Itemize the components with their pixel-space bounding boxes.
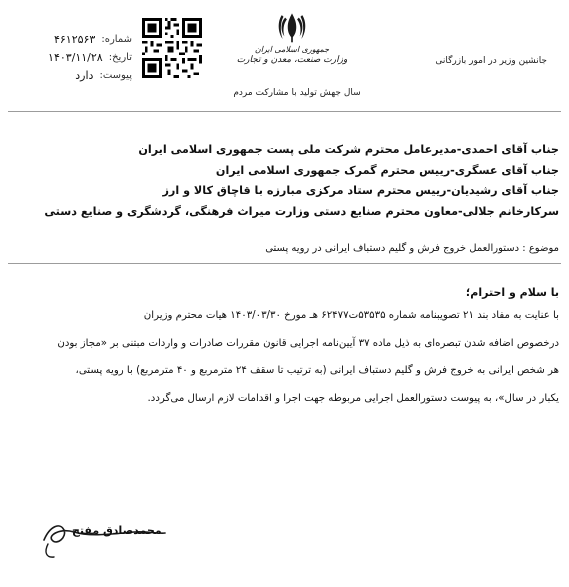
recipient-line: جناب آقای رشیدیان-رییس محترم ستاد مرکزی مبارزه با قاچاق کالا و ارز bbox=[162, 184, 559, 197]
letter-metadata bbox=[12, 30, 132, 84]
subject-line bbox=[265, 243, 559, 254]
letter-date-row bbox=[12, 48, 132, 66]
iran-emblem-icon bbox=[275, 10, 309, 44]
letter-number-label: شماره: bbox=[101, 33, 132, 45]
deputy-title: جانشین وزیر در امور بازرگانی bbox=[435, 56, 547, 66]
body-line: یکبار در سال»، به پیوست دستورالعمل اجرایی مربوطه جهت اجرا و اقدامات لازم ارسال می‌گردد. bbox=[147, 392, 559, 404]
letter-attachment-value: دارد bbox=[75, 68, 94, 82]
body-line: درخصوص اضافه شدن تبصره‌ای به ذیل ماده ۳۷ آیین‌نامه اجرایی قانون مقررات صادرات و واردات مبتنی بر «مجاز بودن bbox=[57, 337, 559, 349]
year-slogan: سال جهش تولید با مشارکت مردم bbox=[233, 88, 361, 98]
handwritten-signature bbox=[30, 510, 180, 570]
letter-body bbox=[14, 302, 559, 412]
letter-attachment-label: پیوست: bbox=[99, 69, 132, 81]
letter-number-value: ۴۶۱۲۵۶۳ bbox=[53, 32, 96, 46]
subject-label: موضوع : bbox=[522, 243, 559, 254]
letter-date-value: ۱۴۰۳/۱۱/۲۸ bbox=[48, 50, 103, 64]
body-line: هر شخص ایرانی به خروج فرش و گلیم دستباف ایرانی (به ترتیب تا سقف ۲۴ مترمربع و ۴۰ مترمربع) با رویه پستی، bbox=[75, 365, 559, 376]
letter-date-label: تاریخ: bbox=[108, 51, 132, 63]
body-line: با عنایت به مفاد بند ۲۱ تصویبنامه شماره ۵۳۵۳۵ت۶۲۴۷۷ هـ مورخ ۱۴۰۳/۰۳/۳۰ هیات محترم وزیران bbox=[143, 310, 559, 321]
ministry-name: وزارت صنعت، معدن و تجارت bbox=[236, 55, 348, 65]
recipients-list bbox=[9, 140, 559, 222]
subject-divider bbox=[8, 263, 561, 264]
recipient-line: جناب آقای احمدی-مدیرعامل محترم شرکت ملی پست جمهوری اسلامی ایران bbox=[138, 143, 559, 156]
recipient-line: جناب آقای عسگری-رییس محترم گمرک جمهوری اسلامی ایران bbox=[215, 163, 559, 177]
recipient-line: سرکارخانم جلالی-معاون محترم صنایع دستی وزارت میراث فرهنگی، گردشگری و صنایع دستی bbox=[44, 204, 559, 218]
header-divider bbox=[8, 111, 561, 112]
letter-number-row bbox=[12, 30, 132, 48]
subject-text: دستورالعمل خروج فرش و گلیم دستباف ایرانی در رویه پستی bbox=[265, 243, 520, 254]
greeting: با سلام و احترام؛ bbox=[465, 286, 559, 299]
qr-code-icon bbox=[142, 18, 202, 78]
signer-name: محمدصادق مفتح bbox=[72, 524, 162, 537]
country-name: جمهوری اسلامی ایران bbox=[254, 45, 330, 54]
letter-attachment-row bbox=[12, 66, 132, 84]
